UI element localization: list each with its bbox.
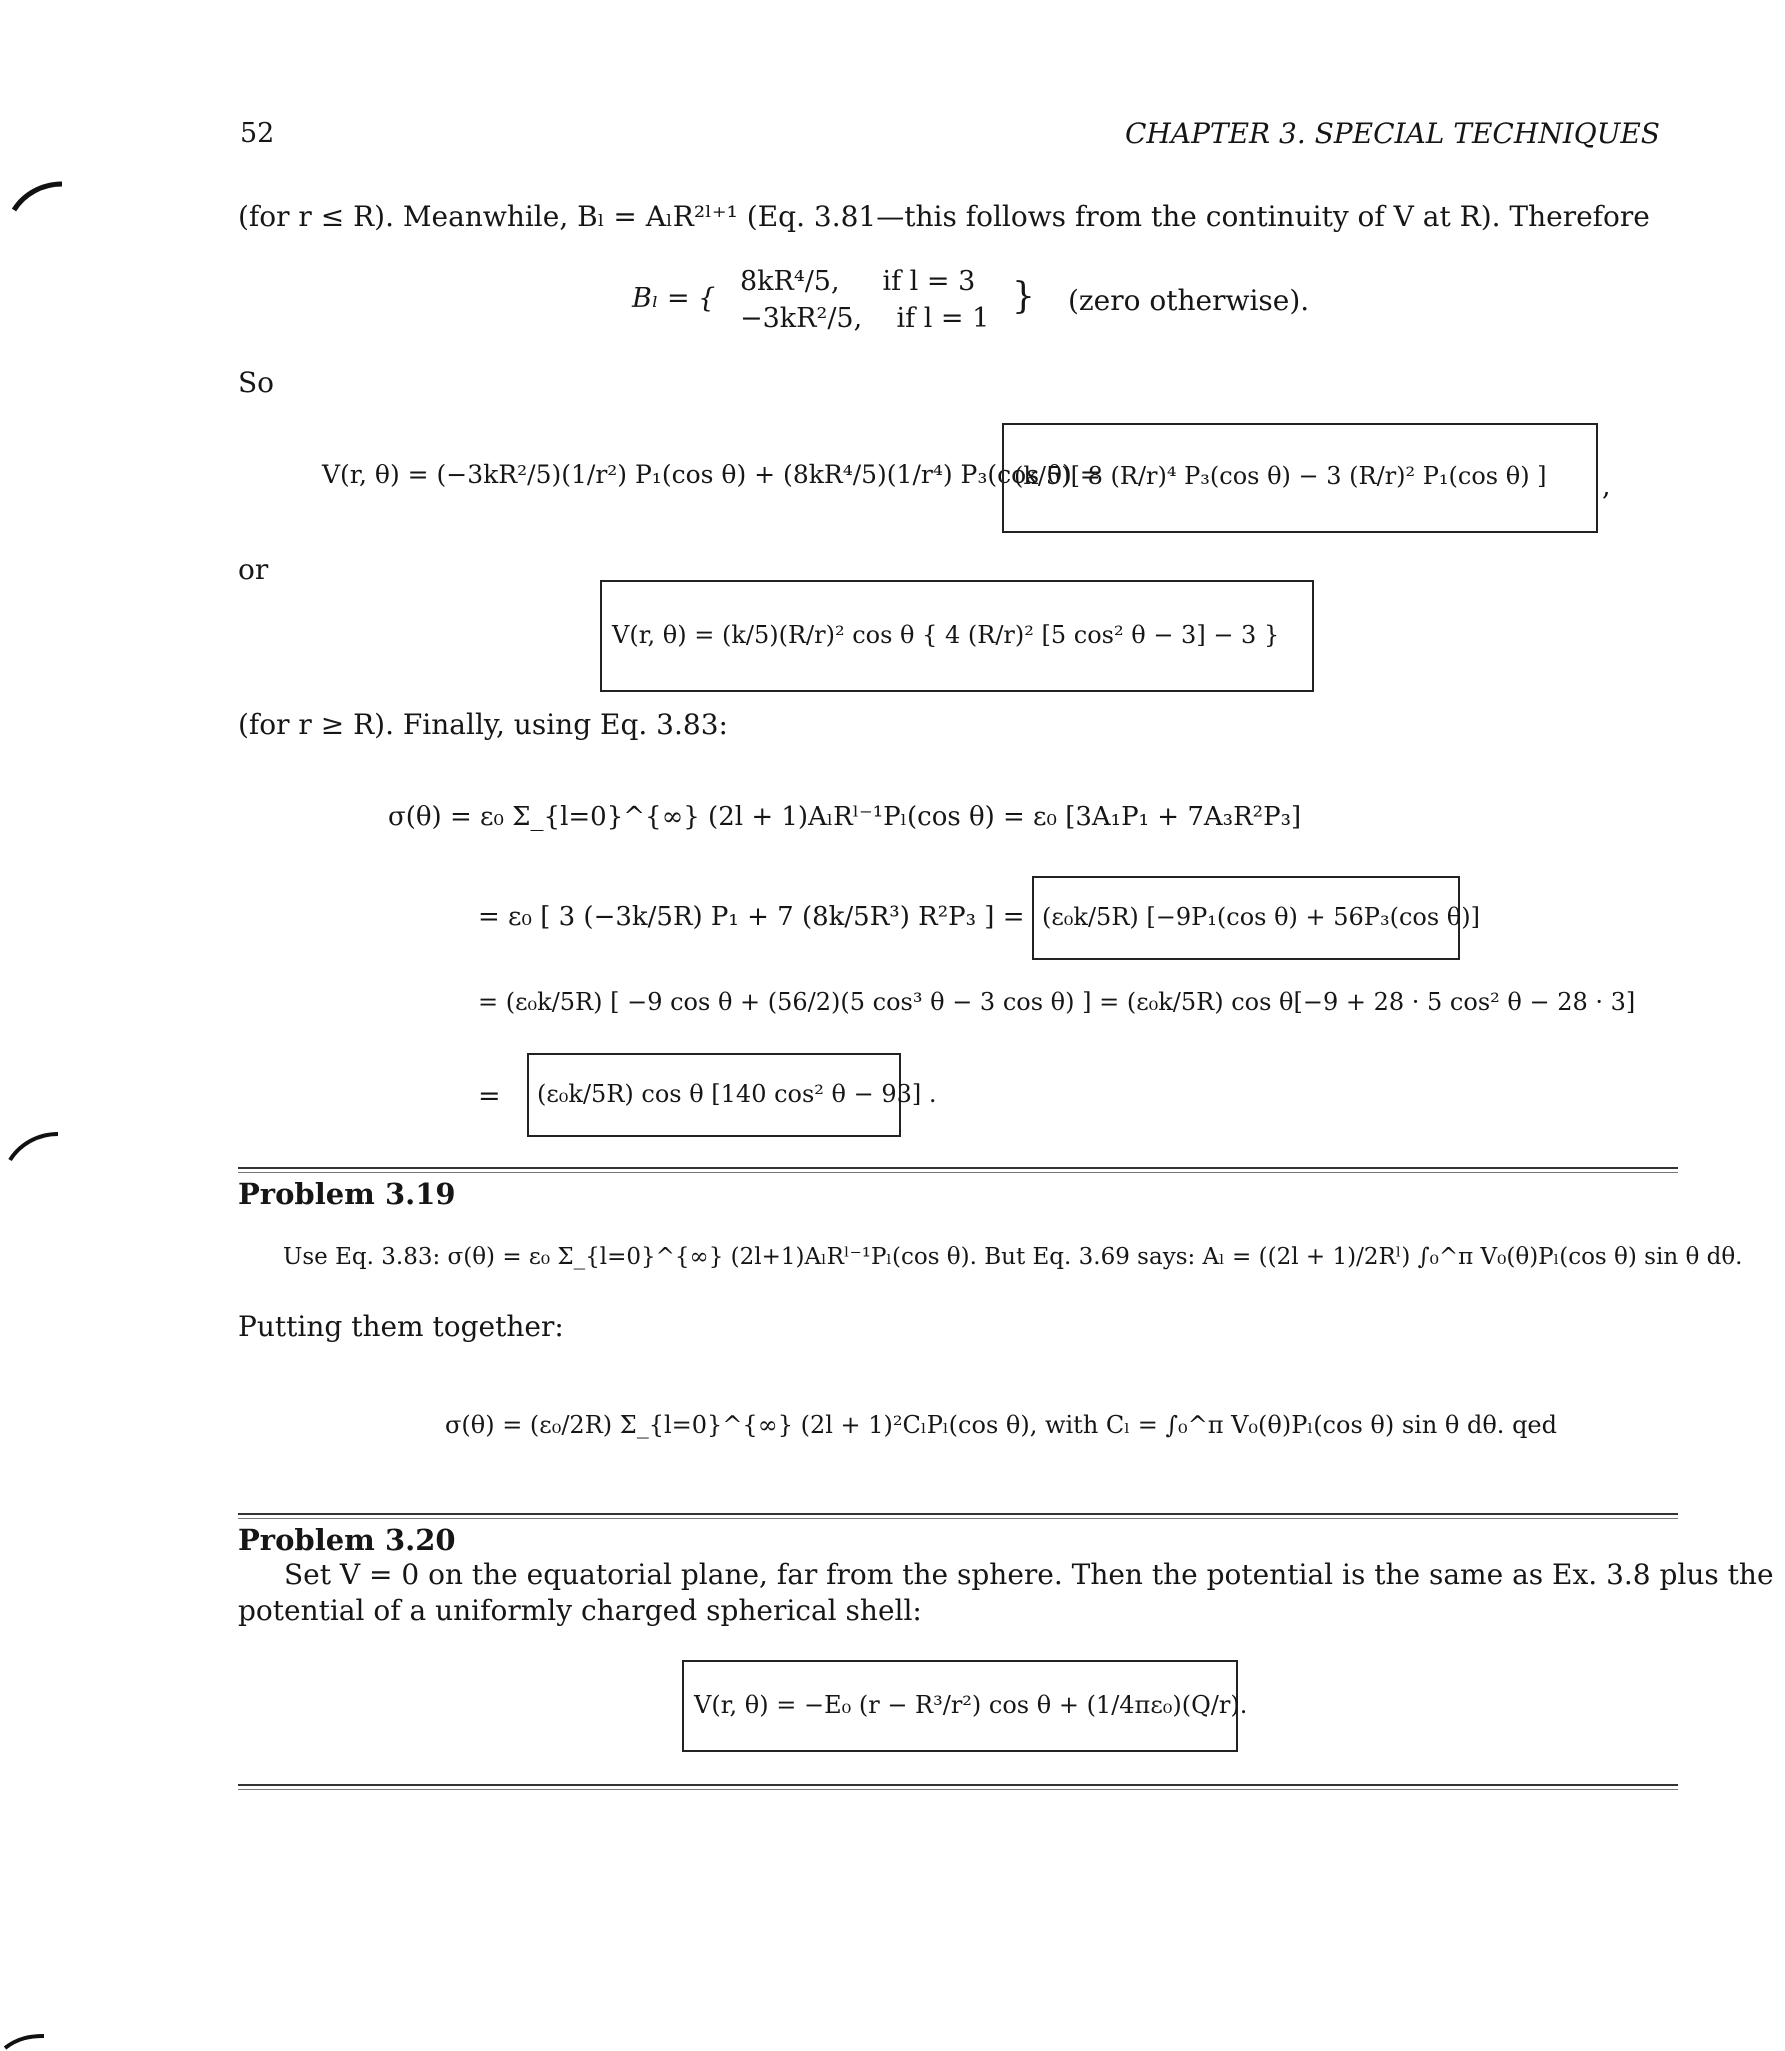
equation-sigma-boxed-2 — [527, 1053, 937, 1137]
problem-divider-2-bottom — [238, 1518, 1678, 1519]
equation-320-boxed-text: V(r, θ) = −E₀ (r − R³/r²) cos θ + (1/4πε₀)(Q/r). — [694, 1691, 1248, 1719]
problem-3-20-text-2: potential of a uniformly charged spherical shell: — [238, 1594, 922, 1627]
bottom-divider-bottom — [238, 1789, 1678, 1790]
equation-sigma-line3: = (ε₀k/5R) [ −9 cos θ + (56/2)(5 cos³ θ − 3 cos θ) ] = (ε₀k/5R) cos θ[−9 + 28 · 5 cos² θ − 28 · 3] — [478, 988, 1636, 1016]
equation-320-boxed — [682, 1660, 1248, 1752]
equation-sigma-boxed-1 — [1032, 876, 1480, 960]
equation-B-note: (zero otherwise). — [1068, 284, 1310, 317]
page-number: 52 — [240, 118, 275, 149]
equation-V-boxed-2 — [600, 580, 1314, 692]
equation-B-row2: −3kR²/5, if l = 1 — [740, 303, 990, 334]
equation-sigma-boxed-1-text: (ε₀k/5R) [−9P₁(cos θ) + 56P₃(cos θ)] — [1042, 903, 1480, 931]
equation-sigma-line2: = ε₀ [ 3 (−3k/5R) P₁ + 7 (8k/5R³) R²P₃ ] = — [478, 902, 1025, 932]
bottom-divider-top — [238, 1784, 1678, 1786]
equation-sigma-line1: σ(θ) = ε₀ Σ_{l=0}^{∞} (2l + 1)AₗRˡ⁻¹Pₗ(cos θ) = ε₀ [3A₁P₁ + 7A₃R²P₃] — [388, 802, 1302, 832]
putting-together: Putting them together: — [238, 1310, 564, 1343]
problem-3-19-result: σ(θ) = (ε₀/2R) Σ_{l=0}^{∞} (2l + 1)²CₗPₗ(cos θ), with Cₗ = ∫₀^π V₀(θ)Pₗ(cos θ) sin θ dθ. qed — [445, 1411, 1557, 1439]
paragraph-continuation: (for r ≤ R). Meanwhile, Bₗ = AₗR²ˡ⁺¹ (Eq. 3.81—this follows from the continuity of V at R). Therefore — [238, 200, 1650, 233]
problem-3-20-title: Problem 3.20 — [238, 1523, 456, 1557]
word-or: or — [238, 553, 269, 586]
problem-divider-top — [238, 1167, 1678, 1169]
margin-mark-bottom — [0, 2030, 60, 2051]
chapter-title: CHAPTER 3. SPECIAL TECHNIQUES — [1125, 117, 1660, 150]
problem-3-19-equation: Use Eq. 3.83: σ(θ) = ε₀ Σ_{l=0}^{∞} (2l+1)AₗRˡ⁻¹Pₗ(cos θ). But Eq. 3.69 says: Aₗ = ((2l + 1)/2Rˡ) ∫₀^π V₀(θ)Pₗ(cos θ) sin θ dθ. — [283, 1244, 1743, 1270]
problem-3-19-title: Problem 3.19 — [238, 1177, 456, 1211]
paragraph-finally: (for r ≥ R). Finally, using Eq. 3.83: — [238, 708, 728, 741]
equation-sigma-boxed-2-text: (ε₀k/5R) cos θ [140 cos² θ − 93] . — [537, 1080, 937, 1108]
problem-3-20-text: Set V = 0 on the equatorial plane, far from the sphere. Then the potential is the same as Ex. 3.8 plus the — [284, 1558, 1774, 1591]
problem-divider-2-top — [238, 1513, 1678, 1515]
equation-V-expanded: V(r, θ) = (−3kR²/5)(1/r²) P₁(cos θ) + (8kR⁴/5)(1/r⁴) P₃(cos θ) = — [322, 460, 1101, 489]
equation-B-row1: 8kR⁴/5, if l = 3 — [740, 266, 976, 297]
problem-divider-bottom — [238, 1172, 1678, 1173]
word-so: So — [238, 366, 275, 399]
equation-sigma-line4-eq: = — [478, 1081, 501, 1112]
equation-V-boxed-2-text: V(r, θ) = (k/5)(R/r)² cos θ { 4 (R/r)² [5 cos² θ − 3] − 3 } — [612, 621, 1280, 649]
equation-V-trail: , — [1602, 471, 1611, 502]
equation-V-boxed-1-text: (k/5)[ 8 (R/r)⁴ P₃(cos θ) − 3 (R/r)² P₁(cos θ) ] — [1014, 462, 1547, 490]
margin-mark-middle — [0, 1120, 70, 1170]
margin-mark-top — [0, 170, 70, 220]
equation-V-boxed-1 — [1002, 423, 1598, 533]
equation-B-lhs: Bₗ = { — [632, 283, 716, 314]
equation-B-rbrace: } — [1012, 276, 1035, 317]
